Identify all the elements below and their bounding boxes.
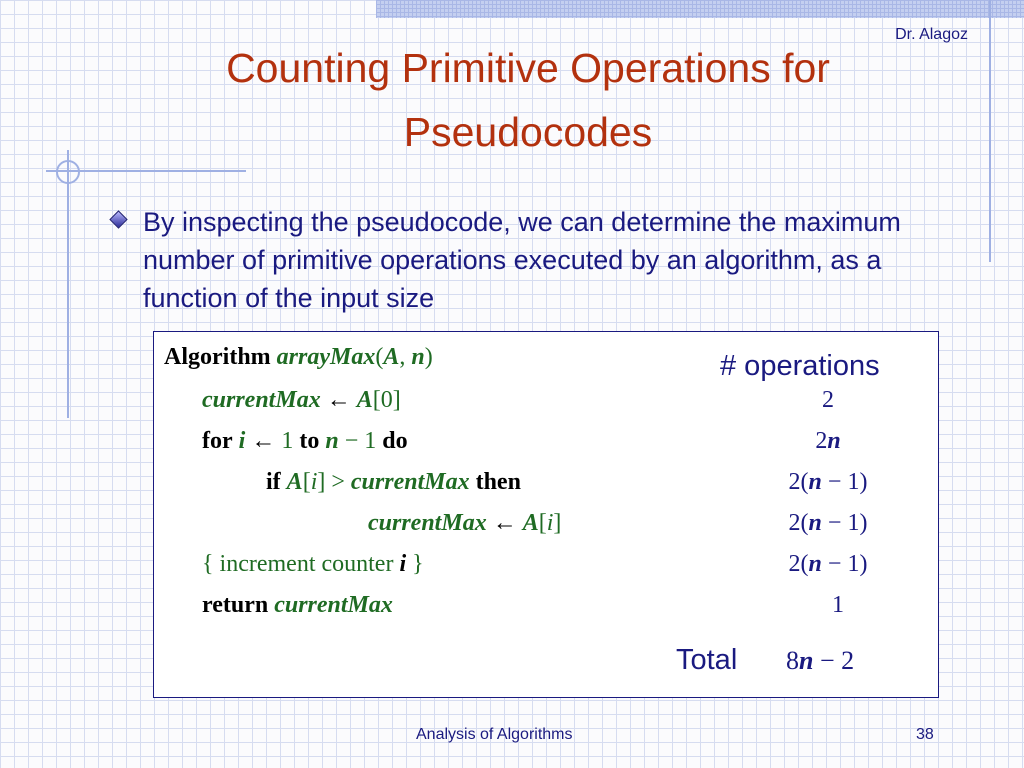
- ops-line-5-tail: − 1): [821, 551, 868, 577]
- ops-line-3-tail: − 1): [821, 469, 868, 495]
- var-i: i: [310, 469, 318, 495]
- diamond-bullet-icon: [109, 210, 127, 228]
- brace-close: }: [412, 551, 424, 577]
- left-arrow-icon: ←: [326, 387, 351, 413]
- keyword-then: then: [475, 469, 521, 495]
- algorithm-keyword: Algorithm: [164, 344, 271, 370]
- ops-line-2: [728, 428, 928, 455]
- keyword-to: to: [299, 428, 320, 454]
- bullet-text: By inspecting the pseudocode, we can determine the maximum number of primitive operations executed by an algorithm, as a function of the input size: [143, 207, 901, 313]
- var-a: A: [356, 387, 373, 413]
- ops-line-2-coef: 2: [815, 428, 828, 454]
- keyword-for: for: [202, 428, 233, 454]
- comma: ,: [399, 344, 412, 370]
- footer-course: Analysis of Algorithms: [416, 726, 573, 743]
- algorithm-name: arrayMax: [276, 344, 376, 370]
- ops-line-5: [728, 551, 928, 578]
- decorative-vertical-rule-right: [989, 0, 991, 262]
- increment-comment: increment counter: [219, 551, 394, 577]
- ops-line-3-coef: 2(: [788, 469, 809, 495]
- total-tail: − 2: [813, 646, 855, 675]
- greater-than-symbol: >: [331, 469, 345, 495]
- decorative-corner-band: [376, 0, 1024, 18]
- operations-column-header: # operations: [720, 350, 880, 382]
- var-current-max: currentMax: [350, 469, 470, 495]
- ops-line-3-var: n: [808, 469, 822, 495]
- param-a: A: [383, 344, 400, 370]
- brace-open: {: [202, 551, 214, 577]
- pseudocode-line-4: [368, 510, 561, 537]
- var-a: A: [286, 469, 303, 495]
- pseudocode-line-5: [202, 551, 424, 578]
- pseudocode-line-3: [266, 469, 521, 496]
- ops-line-3: [728, 469, 928, 496]
- author-label: Dr. Alagoz: [895, 26, 968, 43]
- var-current-max: currentMax: [274, 592, 393, 618]
- algorithm-box: [153, 331, 939, 698]
- algorithm-heading: [164, 344, 433, 371]
- var-i: i: [546, 510, 554, 536]
- minus-one: − 1: [338, 428, 377, 454]
- ops-line-1: 2: [822, 387, 834, 413]
- bracket-open: [: [538, 510, 547, 536]
- pseudocode-line-6: [202, 592, 393, 619]
- keyword-do: do: [382, 428, 408, 454]
- ops-line-2-var: n: [827, 428, 841, 454]
- left-arrow-icon: ←: [251, 428, 276, 454]
- pseudocode-line-1: [202, 387, 401, 414]
- footer-page-number: 38: [916, 726, 934, 743]
- var-a: A: [522, 510, 539, 536]
- var-current-max: currentMax: [368, 510, 487, 536]
- left-arrow-icon: ←: [492, 510, 517, 536]
- keyword-return: return: [202, 592, 269, 618]
- total-var: n: [799, 646, 814, 675]
- total-label: Total: [676, 644, 738, 676]
- bracket-close: ]: [553, 510, 562, 536]
- decorative-ring-icon: [56, 160, 80, 184]
- var-i: i: [399, 551, 407, 577]
- decorative-vertical-rule-left: [67, 150, 69, 418]
- slide-title: [150, 36, 906, 164]
- param-n: n: [411, 344, 425, 370]
- ops-line-6: 1: [832, 592, 844, 618]
- paren-open: (: [375, 344, 384, 370]
- ops-line-4: [728, 510, 928, 537]
- bracket-close: ]: [317, 469, 326, 495]
- pseudocode-line-2: [202, 428, 408, 455]
- var-i: i: [238, 428, 246, 454]
- total-value: [786, 646, 854, 676]
- literal-one: 1: [281, 428, 294, 454]
- var-n: n: [325, 428, 339, 454]
- ops-line-4-var: n: [808, 510, 822, 536]
- slide-title-line-1: Counting Primitive Operations for: [226, 45, 830, 91]
- var-current-max: currentMax: [202, 387, 321, 413]
- paren-close: ): [424, 344, 433, 370]
- index-zero: [0]: [372, 387, 401, 413]
- slide-title-line-2: Pseudocodes: [403, 109, 653, 155]
- ops-line-4-tail: − 1): [821, 510, 868, 536]
- ops-line-5-coef: 2(: [788, 551, 809, 577]
- ops-line-5-var: n: [808, 551, 822, 577]
- total-coef: 8: [786, 646, 799, 675]
- bracket-open: [: [302, 469, 311, 495]
- ops-line-4-coef: 2(: [788, 510, 809, 536]
- keyword-if: if: [266, 469, 281, 495]
